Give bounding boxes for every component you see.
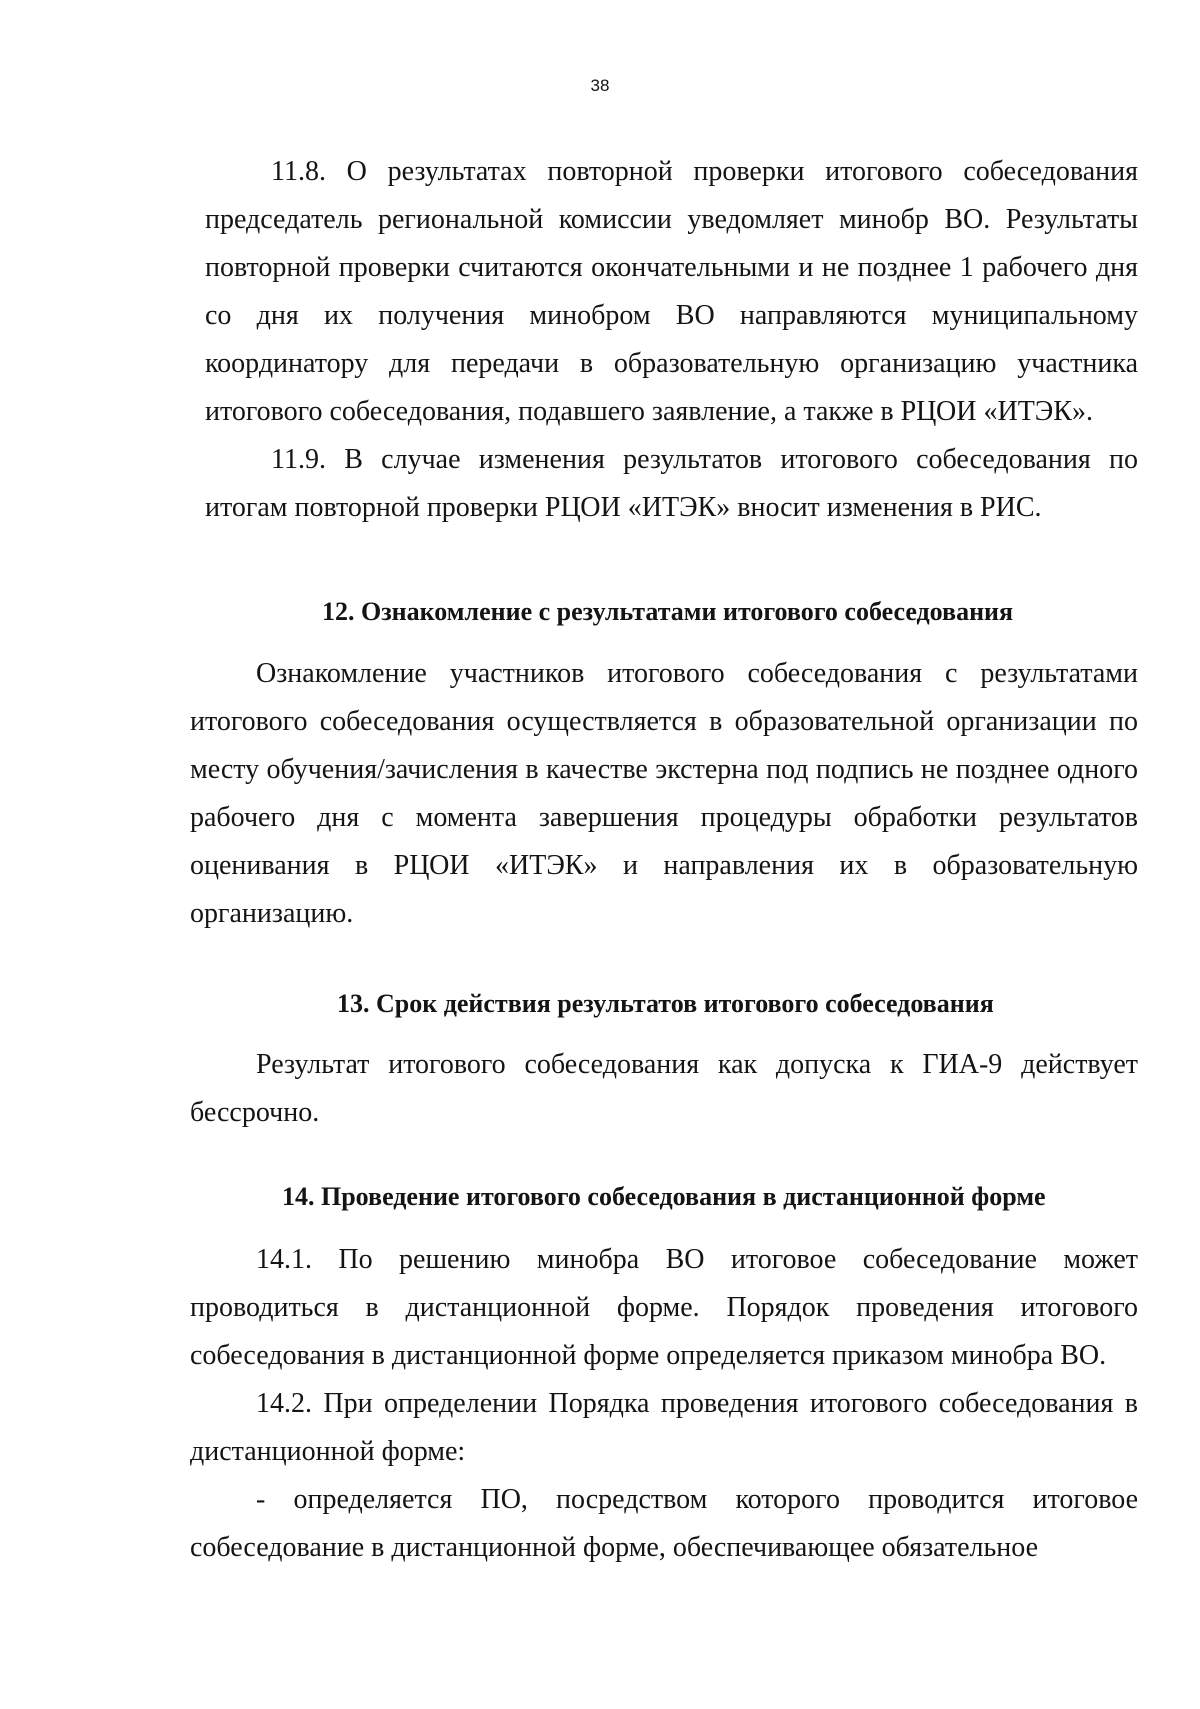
section-12-body <box>190 650 1138 938</box>
section-12-title: 12. Ознакомление с результатами итогового собеседования <box>322 597 1014 626</box>
paragraph-13-1: Результат итогового собеседования как допуска к ГИА-9 действует бессрочно. <box>190 1049 1138 1128</box>
section-14-body <box>190 1236 1138 1572</box>
page-number: 38 <box>590 76 610 95</box>
section-14-heading <box>0 1180 1200 1214</box>
section-14-title: 14. Проведение итогового собеседования в дистанционной форме <box>282 1182 1046 1211</box>
paragraph-12-1: Ознакомление участников итогового собеседования с результатами итогового собеседования осуществляется в образовательной организации по месту обучения/зачисления в качестве экстерна под подпись не позднее одного рабочего дня с момента завершения процедуры обработки результатов оценивания в РЦОИ «ИТЭК» и направления их в образовательную организацию. <box>190 658 1138 929</box>
paragraph-11-8: 11.8. О результатах повторной проверки итогового собеседования председатель региональной комиссии уведомляет минобр ВО. Результаты повторной проверки считаются окончательными и не позднее 1 рабочего дня со дня их получения минобром ВО направляются муниципальному координатору для передачи в образовательную организацию участника итогового собеседования, подавшего заявление, а также в РЦОИ «ИТЭК». <box>205 156 1138 427</box>
section-12-heading <box>0 595 1200 629</box>
bullet-item-1: - определяется ПО, посредством которого проводится итоговое собеседование в дистанционной форме, обеспечивающее обязательное <box>190 1484 1138 1563</box>
section-13-body <box>190 1041 1138 1137</box>
paragraph-14-2: 14.2. При определении Порядка проведения итогового собеседования в дистанционной форме: <box>190 1388 1138 1467</box>
section-13-title: 13. Срок действия результатов итогового собеседования <box>337 989 994 1018</box>
section-13-heading <box>0 987 1200 1021</box>
paragraph-11-9: 11.9. В случае изменения результатов итогового собеседования по итогам повторной проверки РЦОИ «ИТЭК» вносит изменения в РИС. <box>205 444 1138 523</box>
section-11-body <box>205 148 1138 532</box>
paragraph-14-1: 14.1. По решению минобра ВО итоговое собеседование может проводиться в дистанционной форме. Порядок проведения итогового собеседования в дистанционной форме определяется приказом минобра ВО. <box>190 1244 1138 1371</box>
